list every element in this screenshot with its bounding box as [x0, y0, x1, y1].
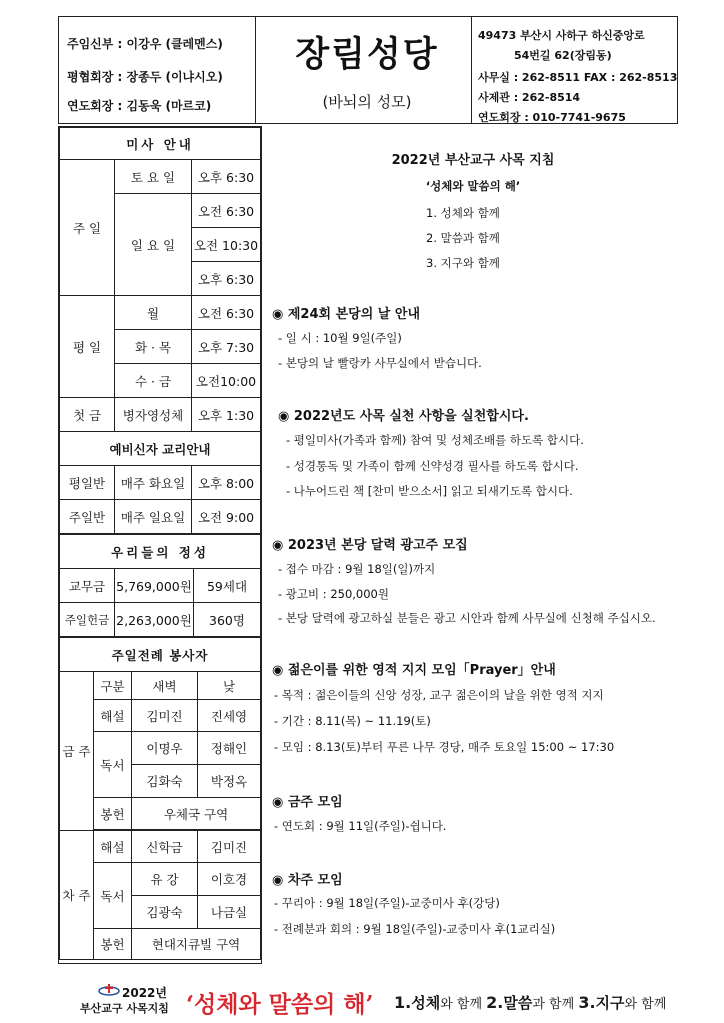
announcement-title: ◉ 금주 모임 — [272, 795, 343, 810]
footer-banner — [58, 984, 678, 1018]
offertory-group: 우체국 구역 — [132, 798, 261, 830]
announcement-item: - 본당 달력에 광고하실 분들은 광고 시안과 함께 사무실에 신청해 주십시오. — [278, 611, 656, 625]
diocese-logo-icon — [98, 984, 120, 996]
mass-heading: 미사 안내 — [60, 128, 261, 160]
time-sunday-1: 오전 6:30 — [192, 194, 261, 228]
mass-table — [59, 127, 261, 534]
policy-title: 2022년 부산교구 사목 지침 — [391, 153, 555, 168]
rectory-phone: 사제관 : 262-8514 — [478, 91, 581, 104]
header-divider — [471, 17, 472, 123]
time-sunday-3: 오후 6:30 — [192, 262, 261, 296]
server-name: 신학금 — [132, 831, 198, 863]
announcement-item: - 목적 : 젊은이들의 신앙 성장, 교구 젊은이의 날을 위한 영적 지지 — [274, 688, 604, 702]
announcement-item: - 평일미사(가족과 함께) 참여 및 성체조배를 하도록 합시다. — [286, 433, 584, 447]
day-wed-fri: 수 · 금 — [115, 364, 192, 398]
col-type: 구분 — [94, 672, 132, 700]
page-subtitle: (바뇌의 성모) — [322, 93, 412, 111]
announcement-item: - 연도회 : 9월 11일(주일)-쉽니다. — [274, 819, 447, 833]
weekday-label: 평 일 — [60, 296, 115, 398]
day-monday: 월 — [115, 296, 192, 330]
announcement-title: ◉ 차주 모임 — [272, 873, 343, 888]
time-saturday: 오후 6:30 — [192, 160, 261, 194]
offering-amount: 2,263,000원 — [115, 603, 194, 637]
col-dawn: 새벽 — [132, 672, 198, 700]
announcement-title: ◉ 2022년도 사목 실천 사항을 실천합시다. — [278, 409, 529, 424]
sunday-label: 주 일 — [60, 160, 115, 296]
col-day: 낮 — [198, 672, 261, 700]
offering-heading: 우리들의 정성 — [60, 535, 261, 569]
day-sunday: 일 요 일 — [115, 194, 192, 296]
catechism-class: 주일반 — [60, 500, 115, 534]
first-friday-label: 첫 금 — [60, 398, 115, 432]
time-tue-thu: 오후 7:30 — [192, 330, 261, 364]
server-name: 김광숙 — [132, 896, 198, 929]
announcement-title: ◉ 2023년 본당 달력 광고주 모집 — [272, 538, 468, 553]
role-offertory: 봉헌 — [94, 929, 132, 960]
announcement-item: - 나누어드린 책 [찬미 받으소서] 읽고 되새기도록 합시다. — [286, 484, 573, 498]
server-name: 정해인 — [198, 732, 261, 765]
yeondo-line: 연도회장 : 김동욱 (마르코) — [67, 99, 212, 113]
server-name: 나금실 — [198, 896, 261, 929]
footer-num: 2. — [486, 993, 504, 1012]
announcement-item: - 일 시 : 10월 9일(주일) — [278, 331, 402, 345]
day-saturday: 토 요 일 — [115, 160, 192, 194]
footer-word: 지구 — [595, 994, 625, 1012]
page-title: 장림성당 — [295, 35, 439, 75]
catechism-class: 평일반 — [60, 466, 115, 500]
role-reading: 독서 — [94, 863, 132, 929]
day-tue-thu: 화 · 목 — [115, 330, 192, 364]
offering-label: 교무금 — [60, 569, 115, 603]
footer-org: 부산교구 사목지침 — [80, 1002, 169, 1015]
footer-tail: 와 함께 — [624, 997, 667, 1012]
announcement-item: - 전례분과 회의 : 9월 18일(주일)-교중미사 후(1교리실) — [274, 922, 556, 936]
footer-motto: ‘성체와 말씀의 해’ — [186, 991, 374, 1018]
policy-item: 3. 지구와 함께 — [426, 256, 500, 270]
address-line1: 49473 부산시 사하구 하신중앙로 — [478, 29, 645, 42]
day-sick-communion: 병자영성체 — [115, 398, 192, 432]
this-week-label: 금 주 — [60, 672, 94, 831]
footer-word: 성체 — [411, 994, 441, 1012]
announcement-item: - 광고비 : 250,000원 — [278, 587, 389, 601]
next-week-label: 차 주 — [60, 831, 94, 960]
offering-table — [59, 534, 261, 637]
footer-tail: 와 함께 — [440, 997, 483, 1012]
server-name: 김화숙 — [132, 765, 198, 798]
announcement-item: - 성경통독 및 가족이 함께 신약성경 필사를 하도록 합시다. — [286, 459, 579, 473]
catechism-time: 오전 9:00 — [192, 500, 261, 534]
announcement-item: - 본당의 날 빨랑카 사무실에서 받습니다. — [278, 356, 482, 370]
server-name: 이호경 — [198, 863, 261, 896]
role-offertory: 봉헌 — [94, 798, 132, 830]
time-wed-fri: 오전10:00 — [192, 364, 261, 398]
server-name: 이명우 — [132, 732, 198, 765]
server-name: 진세영 — [198, 700, 261, 732]
footer-num: 3. — [578, 993, 596, 1012]
role-reading: 독서 — [94, 732, 132, 798]
role-commentary: 해설 — [94, 700, 132, 732]
offering-count: 360명 — [194, 603, 261, 637]
announcement-item: - 모임 : 8.13(토)부터 푸른 나무 경당, 매주 토요일 15:00 ~ 17:30 — [274, 740, 615, 754]
announcement-title: ◉ 제24회 본당의 날 안내 — [272, 307, 421, 322]
catechism-time: 오후 8:00 — [192, 466, 261, 500]
servers-table — [59, 637, 261, 960]
council-president-line: 평협회장 : 장종두 (이냐시오) — [67, 70, 223, 84]
yeondo-phone: 연도회장 : 010-7741-9675 — [478, 111, 626, 124]
header — [58, 16, 678, 124]
time-sunday-2: 오전 10:30 — [192, 228, 261, 262]
address-line2: 54번길 62(장림동) — [514, 49, 612, 62]
server-name: 유 강 — [132, 863, 198, 896]
time-monday: 오전 6:30 — [192, 296, 261, 330]
announcement-item: - 접수 마감 : 9월 18일(일)까지 — [278, 562, 436, 576]
time-sick-communion: 오후 1:30 — [192, 398, 261, 432]
header-divider — [255, 17, 256, 123]
announcement-item: - 기간 : 8.11(목) ~ 11.19(토) — [274, 714, 431, 728]
footer-word: 말씀 — [503, 994, 533, 1012]
policy-item: 1. 성체와 함께 — [426, 206, 500, 220]
offering-label: 주일헌금 — [60, 603, 115, 637]
pastor-line: 주임신부 : 이강우 (클레멘스) — [67, 37, 223, 51]
footer-tail: 과 함께 — [532, 997, 575, 1012]
policy-motto: ‘성체와 말씀의 해’ — [425, 179, 521, 193]
announcement-title: ◉ 젊은이를 위한 영적 지지 모임「Prayer」안내 — [272, 663, 556, 678]
footer-items — [394, 992, 666, 1013]
footer-num: 1. — [394, 993, 412, 1012]
left-schedule-panel — [58, 126, 262, 964]
footer-year: 2022년 — [122, 986, 167, 1000]
offering-amount: 5,769,000원 — [115, 569, 194, 603]
catechism-day: 매주 화요일 — [115, 466, 192, 500]
office-phone: 사무실 : 262-8511 FAX : 262-8513 — [478, 71, 678, 84]
server-name: 김미진 — [132, 700, 198, 732]
policy-item: 2. 말씀과 함께 — [426, 231, 500, 245]
offertory-group: 현대지큐빌 구역 — [132, 929, 261, 960]
catechism-day: 매주 일요일 — [115, 500, 192, 534]
offering-count: 59세대 — [194, 569, 261, 603]
catechism-heading: 예비신자 교리안내 — [60, 432, 261, 466]
server-name: 김미진 — [198, 831, 261, 863]
announcement-item: - 꾸리아 : 9월 18일(주일)-교중미사 후(강당) — [274, 896, 500, 910]
role-commentary: 해설 — [94, 831, 132, 863]
servers-heading: 주일전례 봉사자 — [60, 638, 261, 672]
server-name: 박정옥 — [198, 765, 261, 798]
